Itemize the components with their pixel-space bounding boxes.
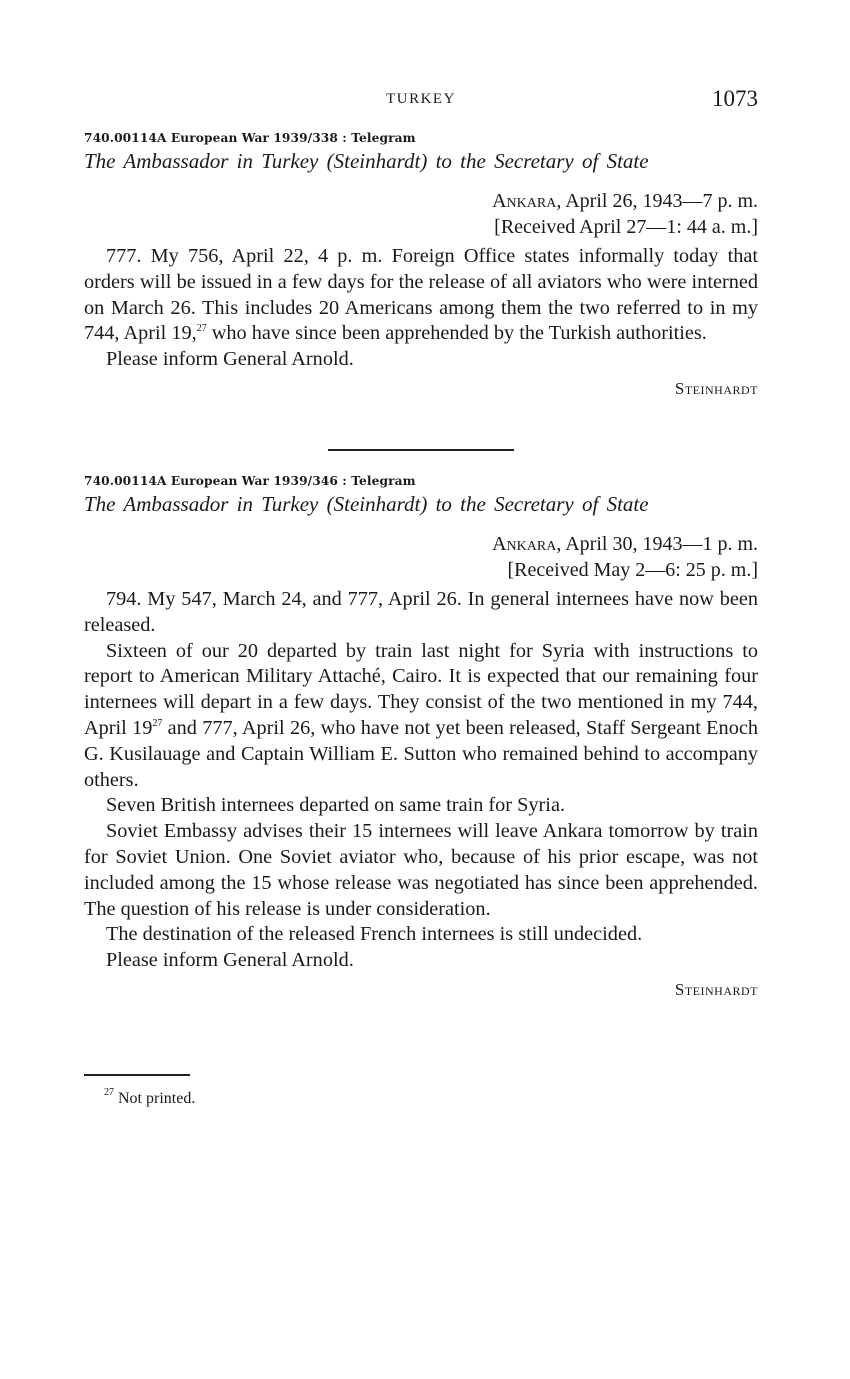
dateline: [84, 531, 758, 557]
date: , April 30, 1943—1 p. m.: [556, 533, 758, 555]
paragraph: The destination of the released French internees is still undecided.: [106, 923, 643, 946]
paragraph: [84, 639, 758, 794]
paragraph: Soviet Embassy advises their 15 internees will leave Ankara tomorrow by train for Soviet Union. One Soviet aviator who, because of his prior escape, was not included among the 15 whose release was negotiated has since been apprehended. The question of his release is under consideration.: [84, 820, 758, 920]
footnote-ref: 27: [152, 717, 163, 729]
file-reference: 740.00114A European War 1939/338 : Telegram: [84, 131, 416, 145]
paragraph: Please inform General Arnold.: [106, 949, 354, 972]
place: Ankara: [492, 533, 557, 555]
footnote-text: Not printed.: [114, 1090, 196, 1107]
running-title: TURKEY: [386, 91, 456, 107]
footnote-rule: [84, 1074, 190, 1076]
separator: [84, 449, 758, 451]
received-line: [Received April 27—1: 44 a. m.]: [494, 216, 758, 238]
running-head: [84, 86, 758, 114]
footnote-number: 27: [104, 1087, 114, 1098]
paragraph-text: Sixteen of our 20 departed by train last night for Syria with instructions to report to American Military Attaché, Cairo. It is expected that our remaining four internees will depart in a few days. They consist of the two mentioned in my 744, April 19: [84, 639, 758, 739]
paragraph: 794. My 547, March 24, and 777, April 26. In general internees have now been released.: [84, 588, 758, 636]
received-line: [Received May 2—6: 25 p. m.]: [507, 559, 758, 581]
date: , April 26, 1943—7 p. m.: [556, 190, 758, 212]
signature: Steinhardt: [674, 378, 758, 398]
signature: Steinhardt: [674, 979, 758, 999]
footnote-ref: 27: [196, 323, 207, 335]
footnote: [84, 1087, 758, 1108]
paragraph: Please inform General Arnold.: [106, 348, 354, 371]
page-number: 1073: [712, 86, 758, 111]
paragraph: Seven British internees departed on same train for Syria.: [106, 794, 566, 817]
telegram-1: [84, 131, 758, 399]
separator-rule: [328, 449, 514, 451]
paragraph-text: 777. My 756, April 22, 4 p. m. Foreign Office states informally today that orders will be issued in a few days for the release of all aviators who were interned on March 26. This includes 20 Americans among them the two referred to in my 744, April 19,: [84, 245, 758, 345]
dateline: [84, 188, 758, 214]
document-heading: The Ambassador in Turkey (Steinhardt) to the Secretary of State: [84, 492, 649, 516]
file-reference: 740.00114A European War 1939/346 : Telegram: [84, 474, 416, 488]
paragraph-text: and 777, April 26, who have not yet been released, Staff Sergeant Enoch G. Kusilauage and Captain William E. Sutton who remained behind to accompany others.: [84, 716, 758, 791]
footnotes: [84, 1074, 758, 1108]
telegram-2: [84, 474, 758, 1000]
place: Ankara: [492, 190, 557, 212]
paragraph-text: who have since been apprehended by the Turkish authorities.: [206, 322, 707, 345]
document-heading: The Ambassador in Turkey (Steinhardt) to the Secretary of State: [84, 149, 649, 173]
paragraph: [84, 244, 758, 347]
